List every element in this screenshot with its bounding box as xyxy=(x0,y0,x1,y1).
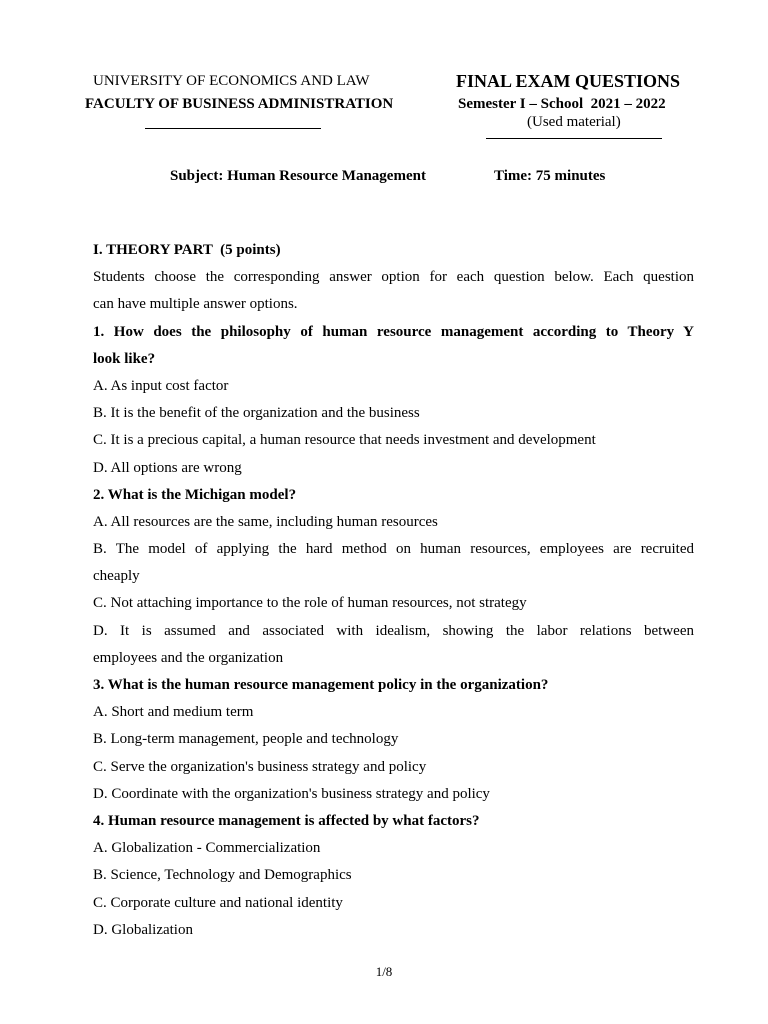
subject-label: Subject: Human Resource Management xyxy=(170,168,426,184)
question-2-option-b-line-1: B. The model of applying the hard method on human resources, employees are recruited xyxy=(93,541,694,558)
question-2-option-c: C. Not attaching importance to the role of human resources, not strategy xyxy=(93,595,527,612)
question-4-option-c: C. Corporate culture and national identity xyxy=(93,894,343,911)
question-4-option-b: B. Science, Technology and Demographics xyxy=(93,867,352,884)
page-number: 1/8 xyxy=(375,964,393,979)
question-4-option-a: A. Globalization - Commercialization xyxy=(93,840,321,857)
instructions-line-1: Students choose the corresponding answer option for each question below. Each question xyxy=(93,269,694,286)
exam-body xyxy=(93,237,694,944)
question-2-option-b-line-2: cheaply xyxy=(93,568,140,585)
question-3: 3. What is the human resource management policy in the organization? xyxy=(93,677,549,693)
question-1-option-d: D. All options are wrong xyxy=(93,459,242,476)
question-1-option-b: B. It is the benefit of the organization and the business xyxy=(93,405,420,422)
question-2-option-d-line-1: D. It is assumed and associated with idealism, showing the labor relations between xyxy=(93,622,694,639)
question-3-option-a: A. Short and medium term xyxy=(93,704,254,721)
question-2-option-a: A. All resources are the same, including human resources xyxy=(93,513,438,530)
question-1-line-1: 1. How does the philosophy of human resource management according to Theory Y xyxy=(93,323,694,340)
question-2-option-d-line-2: employees and the organization xyxy=(93,649,284,666)
question-4-option-d: D. Globalization xyxy=(93,921,193,938)
faculty-name: FACULTY OF BUSINESS ADMINISTRATION xyxy=(85,96,394,112)
exam-title: FINAL EXAM QUESTIONS xyxy=(456,71,681,91)
question-3-option-c: C. Serve the organization's business strategy and policy xyxy=(93,758,427,775)
instructions-line-2: can have multiple answer options. xyxy=(93,296,298,313)
question-1-option-c: C. It is a precious capital, a human resource that needs investment and development xyxy=(93,432,596,449)
question-4: 4. Human resource management is affected by what factors? xyxy=(93,812,480,829)
question-3-option-b: B. Long-term management, people and technology xyxy=(93,731,399,748)
question-1-option-a: A. As input cost factor xyxy=(93,377,229,394)
question-1-line-2: look like? xyxy=(93,350,156,367)
university-name: UNIVERSITY OF ECONOMICS AND LAW xyxy=(93,73,370,89)
section-title: I. THEORY PART (5 points) xyxy=(93,242,281,258)
question-3-option-d: D. Coordinate with the organization's business strategy and policy xyxy=(93,785,490,802)
material-note: (Used material) xyxy=(527,114,621,130)
question-2: 2. What is the Michigan model? xyxy=(93,486,297,503)
right-header-rule xyxy=(486,138,662,139)
left-header-rule xyxy=(145,128,321,129)
time-label: Time: 75 minutes xyxy=(494,168,606,184)
semester-line: Semester I – School 2021 – 2022 xyxy=(458,96,666,112)
